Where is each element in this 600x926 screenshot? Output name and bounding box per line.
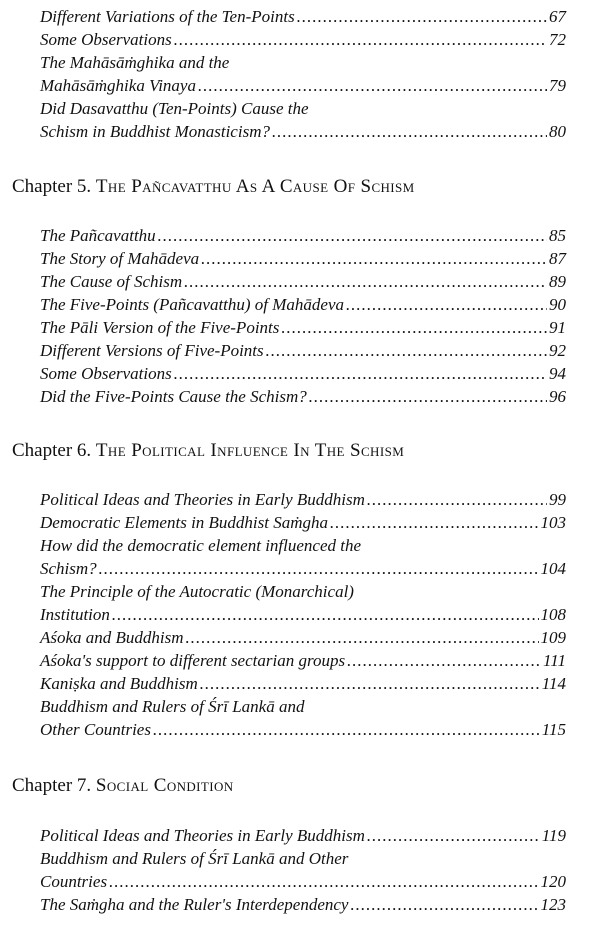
entry-title: Aśoka's support to different sectarian groups [40, 651, 346, 670]
dot-leader [200, 672, 540, 695]
dot-leader [112, 603, 539, 626]
dot-leader [198, 74, 547, 97]
dot-leader [330, 511, 538, 534]
dot-leader [350, 893, 538, 916]
chapter-number: Chapter 6. [12, 440, 92, 461]
toc-entry[interactable] [40, 893, 566, 916]
toc-entry[interactable] [40, 649, 566, 672]
toc-entry[interactable] [40, 534, 566, 580]
toc-entries-group-1 [40, 224, 566, 408]
chapter-heading-6[interactable] [12, 439, 582, 463]
page-number: 120 [540, 872, 566, 891]
entry-title: Countries [40, 872, 108, 891]
toc-entries-group-2 [40, 488, 566, 741]
toc-entry[interactable] [40, 5, 566, 28]
page-number: 94 [549, 364, 566, 383]
chapter-number: Chapter 5. [12, 176, 92, 197]
page-number: 87 [549, 249, 566, 268]
page-number: 115 [541, 720, 566, 739]
toc-entry[interactable] [40, 626, 566, 649]
dot-leader [346, 293, 547, 316]
entry-title: The Pañcavatthu [40, 226, 156, 245]
entry-title: The Pāli Version of the Five-Points [40, 318, 280, 337]
toc-entry[interactable] [40, 316, 566, 339]
page-number: 89 [549, 272, 566, 291]
page-number: 104 [540, 559, 566, 578]
dot-leader [109, 870, 538, 893]
toc-entries-group-0 [40, 5, 566, 143]
toc-entry[interactable] [40, 293, 566, 316]
page-number: 90 [549, 295, 566, 314]
entry-title: The Story of Mahādeva [40, 249, 200, 268]
toc-entry[interactable] [40, 97, 566, 143]
dot-leader [174, 362, 547, 385]
page-number: 103 [540, 513, 566, 532]
toc-entry[interactable] [40, 672, 566, 695]
chapter-number: Chapter 7. [12, 775, 92, 796]
entry-title: The Cause of Schism [40, 272, 183, 291]
page-number: 67 [549, 7, 566, 26]
page-number: 91 [549, 318, 566, 337]
dot-leader [367, 824, 540, 847]
entry-title: Some Observations [40, 364, 172, 383]
dot-leader [272, 120, 547, 143]
entry-title: The Five-Points (Pañcavatthu) of Mahādeva [40, 295, 345, 314]
toc-entry[interactable] [40, 28, 566, 51]
dot-leader [347, 649, 541, 672]
entry-title: Schism? [40, 559, 97, 578]
toc-entry[interactable] [40, 224, 566, 247]
entry-title: Mahāsāṁghika Vinaya [40, 76, 196, 95]
entry-title: Some Observations [40, 30, 172, 49]
page-number: 92 [549, 341, 566, 360]
entry-title-line: Did Dasavatthu (Ten-Points) Cause the [40, 99, 309, 118]
chapter-heading-7[interactable] [12, 774, 582, 798]
entry-title: The Saṁgha and the Ruler's Interdependency [40, 895, 349, 914]
toc-entry[interactable] [40, 511, 566, 534]
dot-leader [158, 224, 547, 247]
dot-leader [297, 5, 547, 28]
entry-title: Aśoka and Buddhism [40, 628, 184, 647]
dot-leader [99, 557, 539, 580]
entry-title: Political Ideas and Theories in Early Buddhism [40, 826, 365, 845]
entry-title-line: How did the democratic element influenced the [40, 536, 362, 555]
page-number: 96 [549, 387, 566, 406]
page-number: 85 [549, 226, 566, 245]
entry-title: Political Ideas and Theories in Early Buddhism [40, 490, 365, 509]
dot-leader [174, 28, 547, 51]
dot-leader [266, 339, 547, 362]
page-number: 79 [549, 76, 566, 95]
toc-entries-group-3 [40, 824, 566, 916]
toc-entry[interactable] [40, 385, 566, 408]
entry-title: Democratic Elements in Buddhist Saṁgha [40, 513, 329, 532]
dot-leader [367, 488, 547, 511]
entry-title-line: Buddhism and Rulers of Śrī Lankā and [40, 697, 305, 716]
chapter-title: The Political Influence In The Schism [95, 440, 405, 461]
page-number: 119 [541, 826, 566, 845]
entry-title: Different Versions of Five-Points [40, 341, 264, 360]
dot-leader [153, 718, 540, 741]
dot-leader [184, 270, 547, 293]
entry-title: Schism in Buddhist Monasticism? [40, 122, 270, 141]
entry-title: Kaniṣka and Buddhism [40, 674, 198, 693]
chapter-heading-5[interactable] [12, 175, 582, 199]
page-number: 80 [549, 122, 566, 141]
entry-title-line: The Mahāsāṁghika and the [40, 53, 230, 72]
toc-entry[interactable] [40, 824, 566, 847]
page-number: 111 [543, 651, 566, 670]
toc-entry[interactable] [40, 247, 566, 270]
toc-entry[interactable] [40, 270, 566, 293]
dot-leader [309, 385, 547, 408]
toc-entry[interactable] [40, 580, 566, 626]
entry-title-line: The Principle of the Autocratic (Monarchical) [40, 582, 354, 601]
toc-entry[interactable] [40, 51, 566, 97]
page-number: 123 [540, 895, 566, 914]
toc-entry[interactable] [40, 488, 566, 511]
toc-entry[interactable] [40, 362, 566, 385]
toc-entry[interactable] [40, 695, 566, 741]
toc-entry[interactable] [40, 339, 566, 362]
dot-leader [201, 247, 547, 270]
page-number: 114 [541, 674, 566, 693]
chapter-title: The Pañcavatthu As A Cause Of Schism [95, 176, 415, 197]
entry-title: Different Variations of the Ten-Points [40, 7, 295, 26]
page-number: 108 [540, 605, 566, 624]
entry-title: Other Countries [40, 720, 151, 739]
toc-entry[interactable] [40, 847, 566, 893]
entry-title-line: Buddhism and Rulers of Śrī Lankā and Other [40, 849, 349, 868]
chapter-title: Social Condition [95, 775, 234, 796]
page-number: 99 [549, 490, 566, 509]
entry-title: Institution [40, 605, 110, 624]
dot-leader [281, 316, 547, 339]
entry-title: Did the Five-Points Cause the Schism? [40, 387, 307, 406]
page-number: 72 [549, 30, 566, 49]
page-number: 109 [540, 628, 566, 647]
dot-leader [186, 626, 539, 649]
